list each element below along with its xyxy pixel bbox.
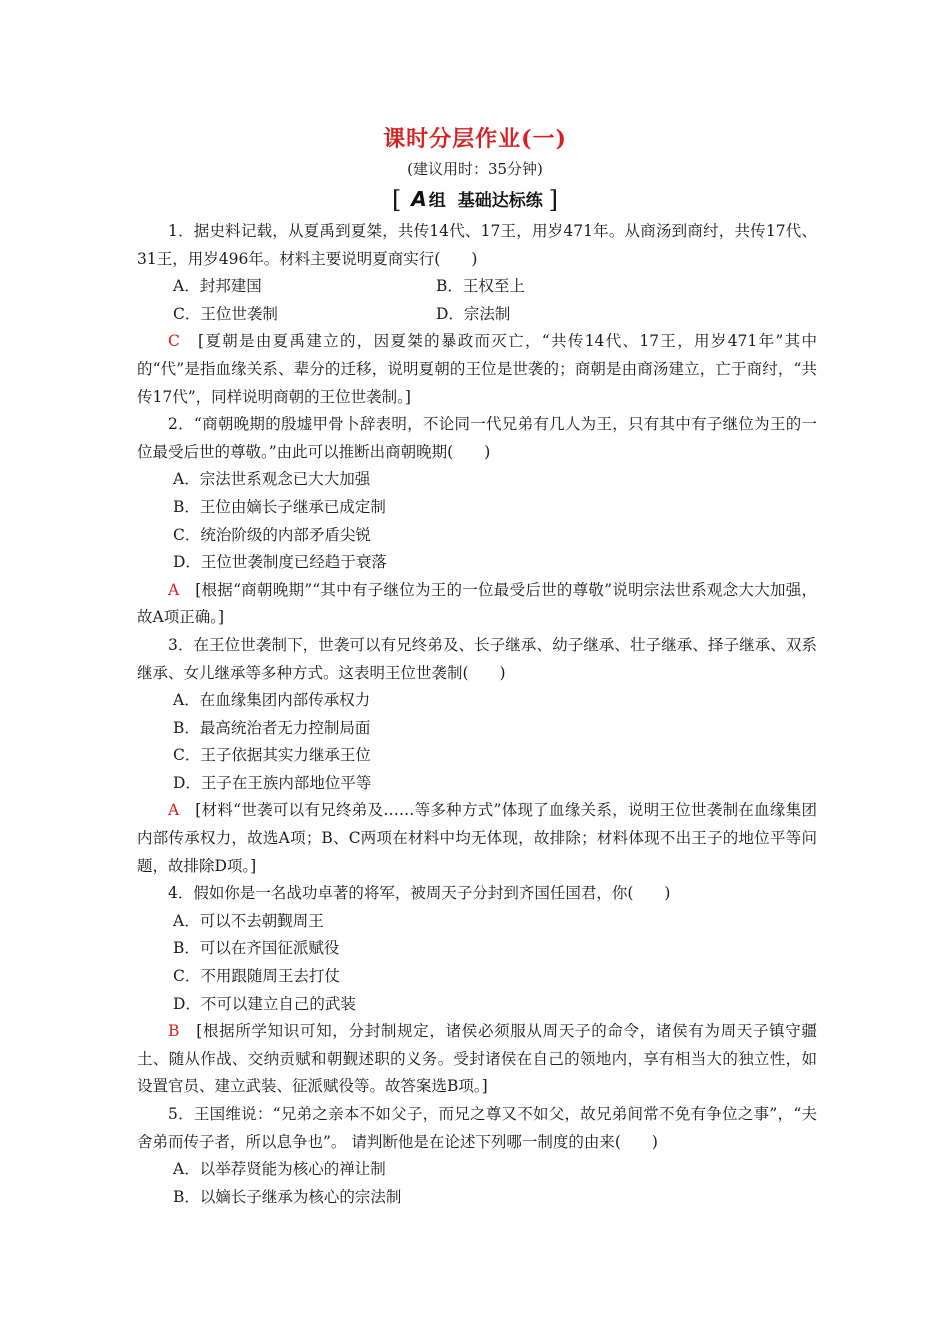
question-3-explanation-text: [材料“世袭可以有兄终弟及……等多种方式”体现了血缘关系，说明王位世袭制在血缘集团内部传承权力，故选A项；B、C两项在材料中均无体现，故排除；材料体现不出王子的地位平等问题，故排除D项。] xyxy=(137,801,817,875)
question-2-answer: A xyxy=(168,580,180,599)
page-title: 课时分层作业(一) xyxy=(383,126,567,152)
question-4-option-a: A．可以不去朝觐周王 xyxy=(173,911,324,930)
question-1-options-cd xyxy=(137,301,817,329)
section-bracket-open: [ xyxy=(392,186,402,214)
question-3-explanation xyxy=(137,797,817,880)
question-1-answer: C xyxy=(168,332,180,351)
question-1-explanation-text: [夏朝是由夏禹建立的，因夏桀的暴政而灭亡，“共传14代、17王，用岁471年”其中的“代”是指血缘关系、辈分的迁移，说明夏朝的王位是世袭的；商朝是由商汤建立，亡于商纣，“共传17代”，同样说明商朝的王位世袭制。] xyxy=(137,332,817,406)
question-1-stem: 1．据史料记载，从夏禹到夏桀，共传14代、17王，用岁471年。从商汤到商纣，共传17代、31王，用岁496年。材料主要说明夏商实行( ) xyxy=(137,222,817,268)
question-4-explanation-text: [根据所学知识可知，分封制规定，诸侯必须服从周天子的命令，诸侯有为周天子镇守疆土、随从作战、交纳贡赋和朝觐述职的义务。受封诸侯在自己的领地内，享有相当大的独立性，如设置官员、建立武装、征派赋役等。故答案选B项。] xyxy=(137,1022,817,1096)
question-2-explanation-text: [根据“商朝晚期”“其中有子继位为王的一位最受后世的尊敬”说明宗法世系观念大大加强，故A项正确。] xyxy=(137,580,817,627)
suggested-time: (建议用时：35分钟) xyxy=(407,160,543,178)
question-3-stem: 3．在王位世袭制下，世袭可以有兄终弟及、长子继承、幼子继承、壮子继承、择子继承、双系继承、女儿继承等多种方式。这表明王位世袭制( ) xyxy=(137,635,817,682)
question-1-option-c: C．王位世袭制 xyxy=(173,304,278,323)
question-2-option-d: D．王位世袭制度已经趋于衰落 xyxy=(173,553,387,572)
question-2-option-a: A．宗法世系观念已大大加强 xyxy=(173,470,371,489)
question-4-explanation xyxy=(137,1018,817,1101)
section-bracket-close: ] xyxy=(548,186,558,214)
question-3-option-b: B．最高统治者无力控制局面 xyxy=(173,718,371,737)
question-2-explanation xyxy=(137,577,817,632)
question-list xyxy=(137,218,817,1211)
question-1-option-b: B．王权至上 xyxy=(436,277,525,296)
question-4-stem: 4．假如你是一名战功卓著的将军，被周天子分封到齐国任国君，你( ) xyxy=(168,884,671,903)
question-2-option-c: C．统治阶级的内部矛盾尖锐 xyxy=(173,525,371,544)
section-heading xyxy=(0,186,950,214)
group-label: 组 xyxy=(428,191,446,211)
section-name: 基础达标练 xyxy=(457,191,543,211)
question-1-explanation xyxy=(137,328,817,411)
group-letter: A xyxy=(411,187,427,211)
question-5-stem: 5．王国维说：“兄弟之亲本不如父子，而兄之尊又不如父，故兄弟间常不免有争位之事”，“夫舍弟而传子者，所以息争也”。 请判断他是在论述下列哪一制度的由来( ) xyxy=(137,1105,817,1151)
question-3-option-c: C．王子依据其实力继承王位 xyxy=(173,746,371,765)
question-5-option-a: A．以举荐贤能为核心的禅让制 xyxy=(173,1160,386,1179)
question-4-option-b: B．可以在齐国征派赋役 xyxy=(173,939,340,958)
question-4-option-d: D．不可以建立自己的武装 xyxy=(173,994,356,1013)
question-5-option-b: B．以嫡长子继承为核心的宗法制 xyxy=(173,1187,402,1206)
question-2-stem: 2．“商朝晚期的殷墟甲骨卜辞表明，不论同一代兄弟有几人为王，只有其中有子继位为王的一位最受后世的尊敬。”由此可以推断出商朝晚期( ) xyxy=(137,415,817,461)
question-3-option-a: A．在血缘集团内部传承权力 xyxy=(173,691,371,710)
question-1-option-a: A．封邦建国 xyxy=(173,277,262,296)
question-3-answer: A xyxy=(168,801,180,820)
question-4-answer: B xyxy=(168,1022,180,1041)
question-1-options-ab xyxy=(137,273,817,301)
question-4-option-c: C．不用跟随周王去打仗 xyxy=(173,967,340,986)
question-2-option-b: B．王位由嫡长子继承已成定制 xyxy=(173,497,386,516)
question-1-option-d: D．宗法制 xyxy=(436,304,511,323)
question-3-option-d: D．王子在王族内部地位平等 xyxy=(173,773,372,792)
